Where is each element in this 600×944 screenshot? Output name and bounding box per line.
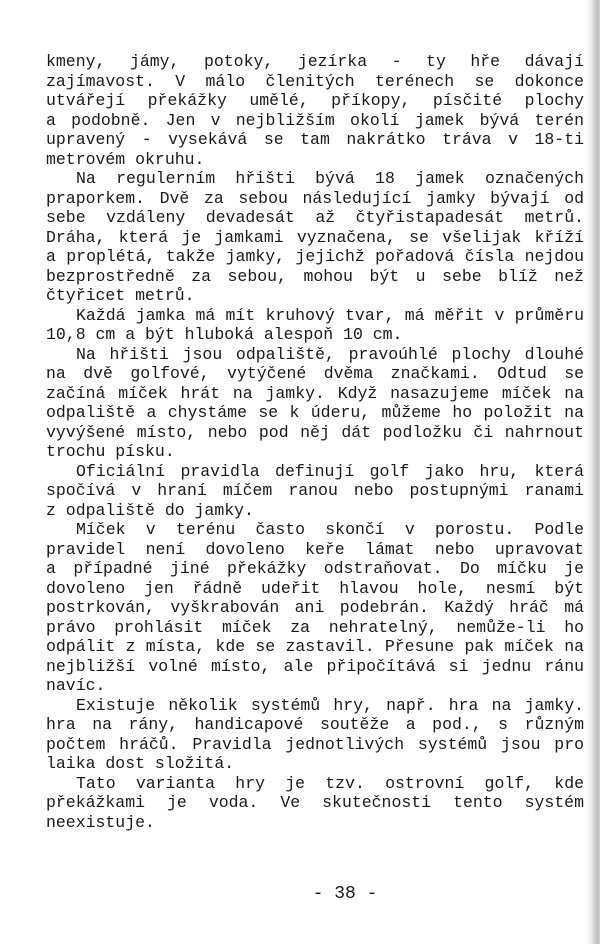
text-line: čtyřicet metrů. [46, 286, 195, 305]
paragraph [46, 520, 584, 696]
text-line: Na hřišti jsou odpaliště, pravoúhlé plochy dlouhé [76, 344, 584, 364]
text-line: Každá jamka má mít kruhový tvar, má měřit v průměru [76, 305, 584, 325]
scan-edge-shadow [586, 0, 600, 944]
paragraph [46, 696, 584, 774]
text-line: spočívá v hraní míčem ranou nebo postupnými ranami [46, 481, 584, 500]
text-line: a podobně. Jen v nejbližším okolí jamek bývá terén [46, 110, 584, 130]
text-line: trochu písku. [46, 442, 175, 461]
text-line: 10,8 cm a být hluboká alespoň 10 cm. [46, 325, 403, 344]
text-line: dovoleno jen řádně udeřit hlavou hole, nesmí být [46, 578, 584, 598]
paragraph [46, 169, 584, 306]
text-line: začíná míček hrát na jamky. Když nasazujeme míček na [46, 383, 584, 403]
text-line: odpálit z místa, kde se zastavil. Přesune pak míček na [46, 637, 584, 656]
text-line: a proplétá, takže jamky, jejichž pořadová čísla nejdou [46, 247, 584, 266]
text-line: zajímavost. V málo členitých terénech se dokonce [46, 71, 584, 91]
text-line: z odpaliště do jamky. [46, 500, 254, 520]
text-line: kmeny, jámy, potoky, jezírka - ty hře dávají [46, 52, 584, 71]
text-line: hra na rány, handicapové soutěže a pod., s různým [46, 715, 584, 734]
paragraph [46, 306, 584, 345]
text-line: Existuje několik systémů hry, např. hra na jamky. [76, 695, 584, 715]
body-text [46, 52, 584, 832]
text-line: vyvýšené místo, nebo pod něj dát podložku či nahrnout [46, 422, 584, 442]
text-line: odpaliště a chystáme se k úderu, můžeme ho položit na [46, 403, 584, 422]
text-line: metrovém okruhu. [46, 149, 205, 169]
text-line: laika dost složitá. [46, 754, 235, 773]
text-line: postrkován, vyškrabován ani podebrán. Každý hráč má [46, 598, 584, 617]
text-line: Na regulerním hřišti bývá 18 jamek označených [76, 169, 584, 188]
text-line: Tato varianta hry je tzv. ostrovní golf, kde [76, 773, 584, 793]
text-line: neexistuje. [46, 812, 155, 832]
text-line: počtem hráčů. Pravidla jednotlivých systémů jsou pro [46, 734, 584, 754]
paragraph [46, 52, 584, 169]
text-line: pravidel není dovoleno keře lámat nebo upravovat [46, 539, 584, 559]
page-number: - 38 - [312, 884, 378, 904]
text-line: překážkami je voda. Ve skutečnosti tento systém [46, 793, 584, 812]
text-line: Oficiální pravidla definují golf jako hru, která [76, 461, 584, 481]
text-line: právo prohlásit míček za nehratelný, nemůže-li ho [46, 617, 584, 637]
paragraph [46, 462, 584, 521]
text-line: nejbližší volné místo, ale připočítává si jednu ránu [46, 656, 584, 676]
text-line: navíc. [46, 676, 106, 695]
text-line: na dvě golfové, vytýčené dvěma značkami. Odtud se [46, 364, 584, 383]
text-line: sebe vzdáleny devadesát až čtyřistapadesát metrů. [46, 208, 584, 227]
text-line: upravený - vysekává se tam nakrátko tráva v 18-ti [46, 130, 584, 149]
text-line: utvářejí překážky umělé, příkopy, písčité plochy [46, 91, 584, 110]
text-line: bezprostředně za sebou, mohou být u sebe blíž než [46, 266, 584, 286]
paragraph [46, 345, 584, 462]
text-line: praporkem. Dvě za sebou následující jamky bývají od [46, 188, 584, 208]
text-line: Míček v terénu často skončí v porostu. Podle [76, 520, 584, 539]
paragraph [46, 774, 584, 833]
text-line: a případné jiné překážky odstraňovat. Do míčku je [46, 559, 584, 578]
text-line: Dráha, která je jamkami vyznačena, se všelijak kříží [46, 227, 584, 247]
